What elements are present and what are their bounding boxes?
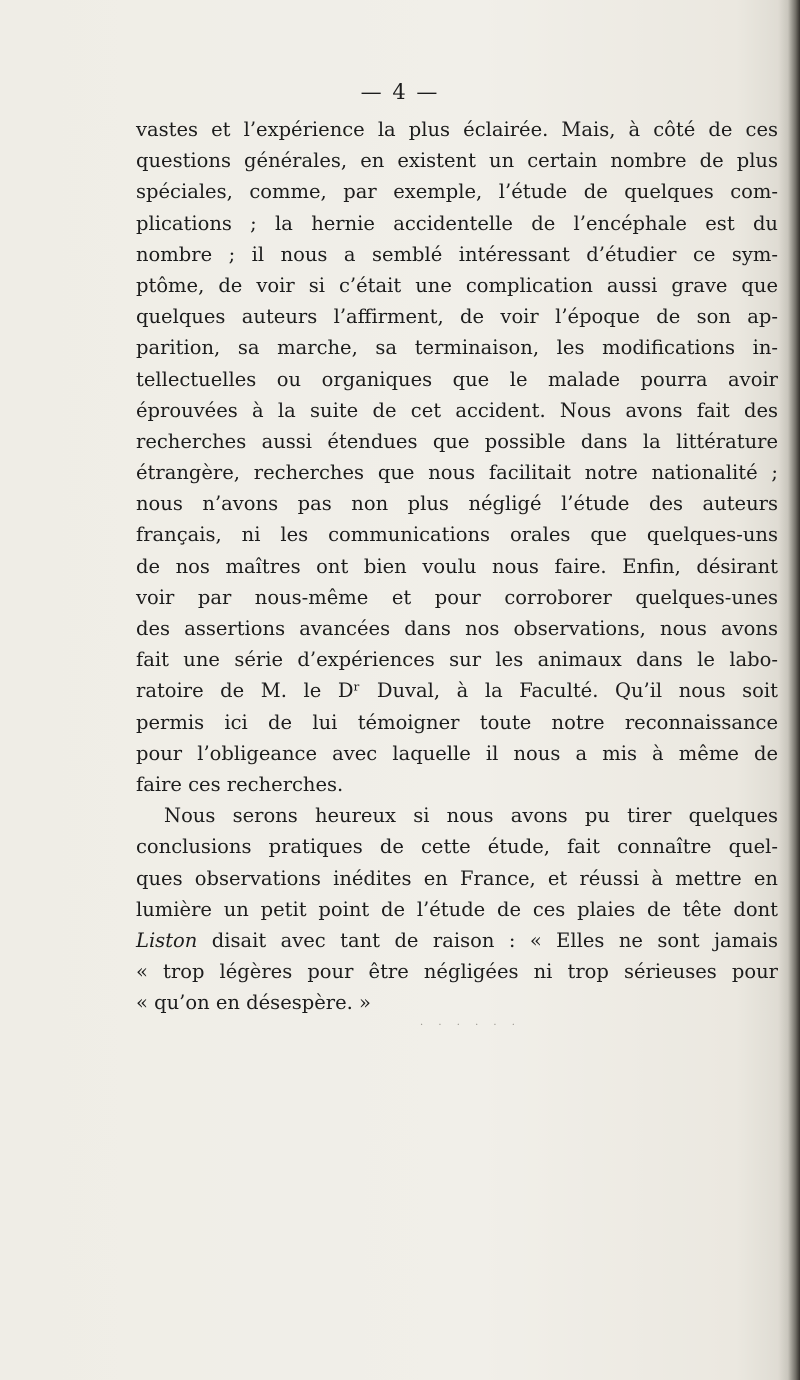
text-line: lumière un petit point de l’étude de ces plaies de tête dont [136, 897, 778, 921]
text-line: « qu’on en désespère. » [136, 991, 371, 1015]
text-line: français, ni les communications orales que quelques-uns [136, 523, 778, 547]
text-line: nombre ; il nous a semblé intéressant d’étudier ce sym- [136, 242, 778, 266]
page-number: — 4 — [360, 80, 440, 104]
paragraph-1 [136, 114, 778, 800]
text-line: parition, sa marche, sa terminaison, les modifications in- [136, 336, 778, 360]
text-line: ratoire de M. le Dʳ Duval, à la Faculté. Qu’il nous soit [136, 679, 778, 703]
text-line: plications ; la hernie accidentelle de l’encéphale est du [136, 211, 778, 235]
text-line: de nos maîtres ont bien voulu nous faire. Enfin, désirant [136, 554, 778, 578]
text-line: spéciales, comme, par exemple, l’étude de quelques com- [136, 180, 778, 204]
text-line: « trop légères pour être négligées ni trop sérieuses pour [136, 960, 778, 984]
text-line: quelques auteurs l’affirment, de voir l’époque de son ap- [136, 305, 778, 329]
text-line: des assertions avancées dans nos observations, nous avons [136, 617, 778, 640]
text-line: étrangère, recherches que nous facilitait notre nationalité ; [136, 461, 778, 485]
text-line: conclusions pratiques de cette étude, fait connaître quel- [136, 835, 778, 859]
body-text [136, 114, 778, 1018]
paragraph-2 [136, 800, 778, 1018]
text-line: ques observations inédites en France, et réussi à mettre en [136, 866, 778, 890]
text-line: vastes et l’expérience la plus éclairée. Mais, à côté de ces [136, 118, 778, 141]
paper-specks: · · · · · · [420, 1020, 521, 1031]
text-line: fait une série d’expériences sur les animaux dans le labo- [136, 648, 778, 672]
proper-name: Liston [136, 928, 198, 952]
binding-shadow [778, 0, 800, 1380]
text-line: éprouvées à la suite de cet accident. Nous avons fait des [136, 398, 778, 422]
text-line: faire ces recherches. [136, 772, 344, 796]
text-line: tellectuelles ou organiques que le malade pourra avoir [136, 367, 778, 391]
text-line: permis ici de lui témoigner toute notre reconnaissance [136, 710, 778, 734]
text-line: Liston disait avec tant de raison : « Elles ne sont jamais [136, 928, 778, 952]
text-line: ptôme, de voir si c’était une complication aussi grave que [136, 273, 778, 297]
text-line: recherches aussi étendues que possible dans la littérature [136, 429, 778, 453]
text-line: Nous serons heureux si nous avons pu tirer quelques [164, 804, 778, 828]
text-line: voir par nous-même et pour corroborer quelques-unes [136, 585, 778, 609]
text-line: nous n’avons pas non plus négligé l’étude des auteurs [136, 492, 778, 516]
text-line: pour l’obligeance avec laquelle il nous a mis à même de [136, 741, 778, 765]
text-line: questions générales, en existent un certain nombre de plus [136, 149, 778, 173]
